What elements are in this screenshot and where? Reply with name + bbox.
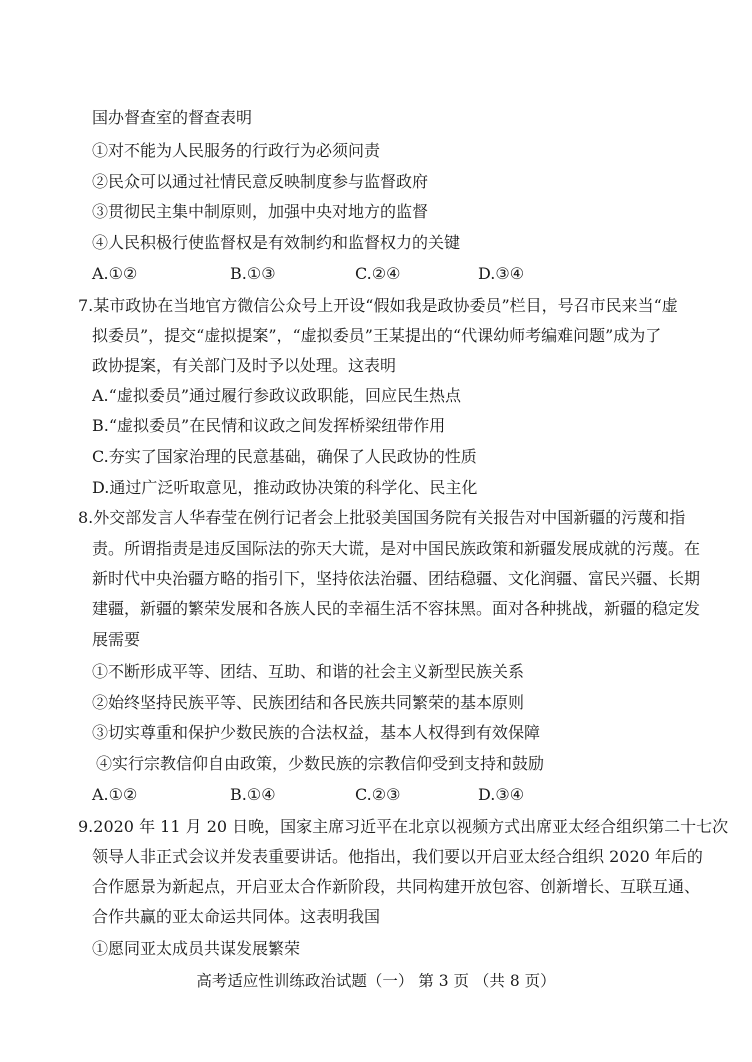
q7-choice-d: D.通过广泛听取意见，推动政协决策的科学化、民主化 [92,478,478,497]
q9-stem-line-1: 9.2020 年 11 月 20 日晚，国家主席习近平在北京以视频方式出席亚太经合组织第二十七次 [78,817,729,836]
q7-stem-line-3: 政协提案，有关部门及时予以处理。这表明 [92,356,397,375]
q6-item-4: ④人民积极行使监督权是有效制约和监督权力的关键 [92,233,461,252]
q8-stem-line-3: 新时代中央治疆方略的指引下，坚持依法治疆、团结稳疆、文化润疆、富民兴疆、长期 [92,569,701,588]
q6-option-d: D.③④ [478,264,525,283]
q8-item-1: ①不断形成平等、团结、互助、和谐的社会主义新型民族关系 [92,662,525,681]
q6-option-c: C.②④ [355,264,401,283]
q8-option-a: A.①② [92,785,138,804]
q6-item-2: ②民众可以通过社情民意反映制度参与监督政府 [92,172,429,191]
q8-stem-line-2: 责。所谓指责是违反国际法的弥天大谎，是对中国民族政策和新疆发展成就的污蔑。在 [92,539,701,558]
q6-lead: 国办督查室的督查表明 [92,108,253,127]
q9-stem-line-4: 合作共赢的亚太命运共同体。这表明我国 [92,907,381,926]
q6-item-3: ③贯彻民主集中制原则，加强中央对地方的监督 [92,202,429,221]
q7-choice-b: B.“虚拟委员”在民情和议政之间发挥桥梁纽带作用 [92,416,446,435]
page-footer: 高考适应性训练政治试题（一） 第 3 页 （共 8 页） [196,972,556,990]
q7-stem-line-2: 拟委员”，提交“虚拟提案”，“虚拟委员”王某提出的“代课幼师考编难问题”成为了 [92,326,662,345]
q7-stem-line-1: 7.某市政协在当地官方微信公众号上开设“假如我是政协委员”栏目，号召市民来当“虚 [78,296,678,315]
q9-stem-line-3: 合作愿景为新起点，开启亚太合作新阶段，共同构建开放包容、创新增长、互联互通、 [92,877,701,896]
q7-choice-a: A.“虚拟委员”通过履行参政议政职能，回应民生热点 [92,386,462,405]
q8-option-d: D.③④ [478,785,525,804]
q6-option-a: A.①② [92,264,138,283]
q8-stem-line-5: 展需要 [92,630,141,649]
q6-item-1: ①对不能为人民服务的行政行为必须问责 [92,141,381,160]
q8-stem-line-1: 8.外交部发言人华春莹在例行记者会上批驳美国国务院有关报告对中国新疆的污蔑和指 [78,508,686,527]
q9-item-1: ①愿同亚太成员共谋发展繁荣 [92,939,301,958]
q8-item-4: ④实行宗教信仰自由政策，少数民族的宗教信仰受到支持和鼓励 [96,754,545,773]
q6-option-b: B.①③ [230,264,276,283]
q8-stem-line-4: 建疆，新疆的繁荣发展和各族人民的幸福生活不容抹黑。面对各种挑战，新疆的稳定发 [92,599,701,618]
q8-option-c: C.②③ [355,785,401,804]
q8-item-3: ③切实尊重和保护少数民族的合法权益，基本人权得到有效保障 [92,723,541,742]
q8-option-b: B.①④ [230,785,276,804]
q8-item-2: ②始终坚持民族平等、民族团结和各民族共同繁荣的基本原则 [92,693,525,712]
q7-choice-c: C.夯实了国家治理的民意基础，确保了人民政协的性质 [92,447,477,466]
q9-stem-line-2: 领导人非正式会议并发表重要讲话。他指出，我们要以开启亚太经合组织 2020 年后的 [92,847,703,866]
